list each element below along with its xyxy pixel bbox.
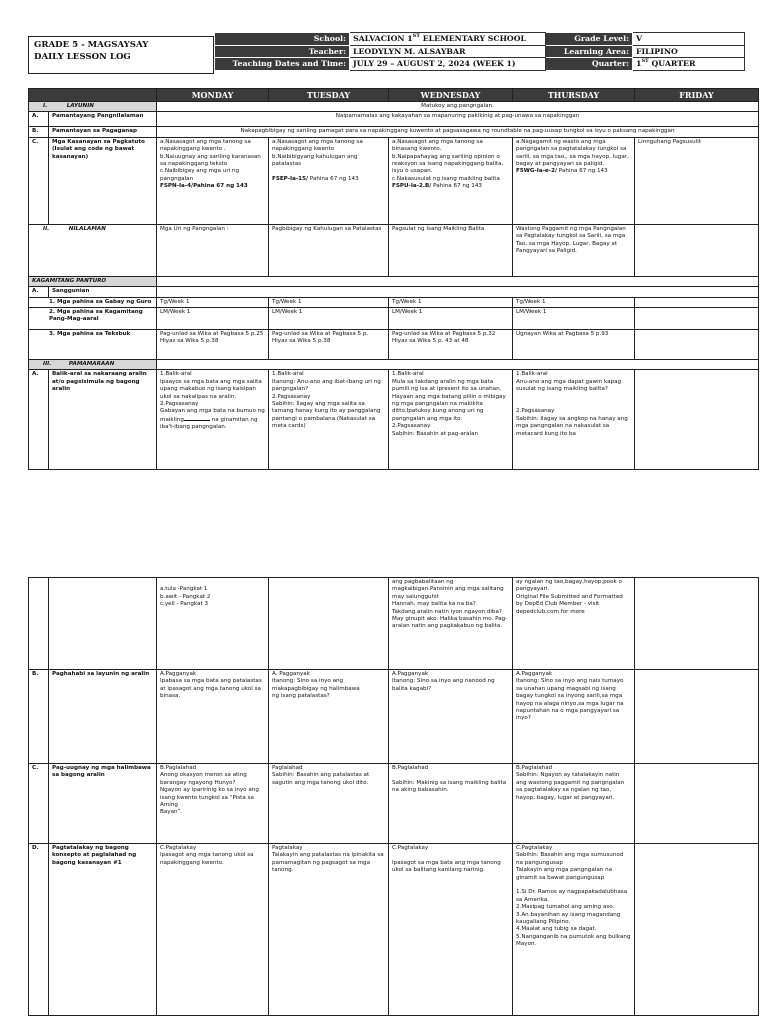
pamantayang-pangnilalaman-label: Pamantayang Pangnilalaman — [49, 112, 157, 127]
pamamaraan-blank — [157, 360, 759, 370]
kasanayan-monday: a.Nasasagot ang mga tanong sa napakinggang kwento . b.Naiuugnay ang sariling karanasan sa napakinggang teksto c.Naibibigay ang mga uri ng pangngalan FSPN-Ia-4/Pahina 67 ng 143 — [157, 137, 269, 224]
gabay-guro-label: 1. Mga pahina sa Gabay ng Guro — [29, 297, 157, 307]
kagamitang-mag-aaral-monday: LM/Week 1 — [157, 308, 269, 330]
kagamitang-mag-aaral-label: 2. Mga pahina sa Kagamitang Pang-Mag-aaral — [29, 308, 157, 330]
pamantayan-pagaganap-text: Nakapagbibigay ng sariling pamagat para sa napakinggang kuwento at pagsasagawa ng roundtable na pag-uusap tungkol sa isyu o paksang napakinggan — [157, 127, 759, 137]
day-header-wednesday: WEDNESDAY — [389, 89, 513, 102]
quarter-value: 1ST QUARTER — [633, 58, 745, 71]
balik-aral-thursday: 1.Balik-aral Anu-ano ang mga dapat gawin kapag susulat ng isang maikling balita? 2.Pagsasanay Sabihin: Ilagay sa angkop na hanay ang mga pangngalan na nakasulat sa metacard kung ito ba — [513, 370, 635, 470]
continued-friday — [635, 578, 759, 670]
pamantayang-pangnilalaman-text: Naipamamalas ang kakayahan sa mapanuring pakikinig at pag-unawa sa napakinggan — [157, 112, 759, 127]
paghahabi-label: Paghahabi sa layunin ng aralin — [49, 670, 157, 764]
balik-aral-monday: 1.Balik-aral Ipaayos sa mga bata ang mga salita upang makabuo ng isang kaisipan ukol sa nakalipas na aralin. 2.Pagsasanay Gabayan ang mga bata na bumuo ng maikling na ginamitan ng iba't-ibang pangngalan. — [157, 370, 269, 470]
teacher-label: Teacher: — [215, 45, 350, 58]
gabay-guro-tuesday: Tg/Week 1 — [269, 297, 389, 307]
row-letter-pag-uugnay: C. — [29, 764, 49, 844]
teacher-value: LEODYLYN M. ALSAYBAR — [350, 45, 546, 58]
nilalaman-wednesday: Pagsulat ng Isang Maikling Balita — [389, 224, 513, 276]
pagtatalakay-monday: C.Pagtalakay Ipasagot ang mga tanong ukol sa napakinggang kwento. — [157, 844, 269, 1016]
teksbuk-label: 3. Mga pahina sa Teksbuk — [29, 330, 157, 360]
pag-uugnay-friday — [635, 764, 759, 844]
pag-uugnay-monday: B.Paglalahad Anong okasyon meron sa ating barangay ngayong Hunyo? Ngayon ay iparirinig ko sa inyo ang isang kwento tungkol sa “Pista sa Aming Bayan”. — [157, 764, 269, 844]
nilalaman-thursday: Wastong Paggamit ng mga Pangngalan sa Pagtalakay tungkol sa Sarili, sa mga Tao, sa mga Hayop, Lugar, Bagay at Pangyayari sa Paligid. — [513, 224, 635, 276]
pagtatalakay-wednesday: C.Pagtalakay Ipasagot sa mga bata ang mga tanong ukol sa balitang kanilang narinig. — [389, 844, 513, 1016]
lesson-plan-table-page-1 — [28, 88, 759, 470]
header-info-table — [214, 32, 745, 71]
kasanayan-tuesday: a.Nasasagot ang mga tanong sa napakinggang kwento b.Naibibigyang kahulugan ang patalastas FSEP-Ia-15/ Pahina 67 ng 143 — [269, 137, 389, 224]
continued-label-blank — [49, 578, 157, 670]
nilalaman-heading: II. NILALAMAN — [29, 224, 157, 276]
kagamitang-panturo-heading: KAGAMITANG PANTURO — [29, 276, 157, 286]
kasanayan-friday: Linnguhang Pagsusulit — [635, 137, 759, 224]
pag-uugnay-thursday: B.Paglalahad Sabihin: Ngayon ay tatalakayin natin ang wastong paggamit ng pangngalan sa pagtatalakay sa ngalan ng tao, hayop, bagay, lugar at pangyayari. — [513, 764, 635, 844]
kagamitang-mag-aaral-friday — [635, 308, 759, 330]
day-header-monday: MONDAY — [157, 89, 269, 102]
dates-label: Teaching Dates and Time: — [215, 58, 350, 71]
nilalaman-friday — [635, 224, 759, 276]
row-letter-b: B. — [29, 127, 49, 137]
row-letter-pagtatalakay: D. — [29, 844, 49, 1016]
teksbuk-wednesday: Pag-unlad sa Wika at Pagbasa 5 p.32 Hiyas sa Wika 5 p. 43 at 48 — [389, 330, 513, 360]
gabay-guro-monday: Tg/Week 1 — [157, 297, 269, 307]
gabay-guro-wednesday: Tg/Week 1 — [389, 297, 513, 307]
kagamitang-mag-aaral-wednesday: LM/Week 1 — [389, 308, 513, 330]
gabay-guro-friday — [635, 297, 759, 307]
teksbuk-tuesday: Pag-unlad sa Wika at Pagbasa 5 p. Hiyas sa Wika 5 p.38 — [269, 330, 389, 360]
teksbuk-monday: Pag-unlad sa Wika at Pagbasa 5 p.25 Hiyas sa Wika 5 p.38 — [157, 330, 269, 360]
kagamitang-mag-aaral-tuesday: LM/Week 1 — [269, 308, 389, 330]
row-letter-c: C. — [29, 137, 49, 224]
kasanayan-thursday: a.Nagagamit ng wasto ang mga pangngalan sa pagtatalakay tungkol sa sarili, sa mga tao,, sa mga hayop, lugar, bagay at pangyayari sa paligid. F5WG-Ia-e-2/ Pahina 67 ng 143 — [513, 137, 635, 224]
nilalaman-tuesday: Pagbibigay ng Kahulugan sa Patalastas — [269, 224, 389, 276]
teksbuk-friday — [635, 330, 759, 360]
lesson-log-title — [28, 36, 214, 74]
pag-uugnay-tuesday: Paglalahad Sabihin: Basahin ang patalastas at sagutin ang mga tanong ukol dito. — [269, 764, 389, 844]
balik-aral-label: Balik-aral sa nakaraang aralin at/o pagsisimula ng bagong aralin — [49, 370, 157, 470]
kasanayan-label: Mga Kasanayan sa Pagkatuto (Isulat ang code ng bawat kasanayan) — [49, 137, 157, 224]
continued-thursday: ay ngalan ng tao,bagay,hayop,pook o pangyayari. Original File Submitted and Formatted by DepEd Club Member - visit depedclub.com for more — [513, 578, 635, 670]
paghahabi-wednesday: A.Pagganyak Itanong: Sino sa inyo ang nanood ng balita kagabi? — [389, 670, 513, 764]
learning-area-value: FILIPINO — [633, 45, 745, 58]
paghahabi-friday — [635, 670, 759, 764]
lesson-plan-table-page-2 — [28, 577, 759, 1016]
day-header-thursday: THURSDAY — [513, 89, 635, 102]
grade-label: Grade Level: — [546, 33, 633, 46]
kasanayan-wednesday: a.Nasasagot ang mga tanong sa binasang kwento. b.Naipapahayag ang sariling opinion o reaksyon sa isang napakinggang balita, isyu o usapan. c.Nakasusulat ng isang maikling balita FSPU-Ia-2.B/ Pahina 67 ng 143 — [389, 137, 513, 224]
continued-letter-blank — [29, 578, 49, 670]
continued-tuesday — [269, 578, 389, 670]
row-letter-paghahabi: B. — [29, 670, 49, 764]
nilalaman-monday: Mga Uri ng Pangngalan : — [157, 224, 269, 276]
row-letter-balik-aral: A. — [29, 370, 49, 470]
gabay-guro-thursday: Tg/Week 1 — [513, 297, 635, 307]
sanggunian-blank — [157, 287, 759, 297]
learning-area-label: Learning Area: — [546, 45, 633, 58]
continued-monday: a.tula -Pangkat 1 b.awit - Pangkat 2 c.yell - Pangkat 3 — [157, 578, 269, 670]
pagtatalakay-thursday: C.Pagtalakay Sabihin: Basahin ang mga sumusunod na pangungusap Talakayin ang mga pangngalan na ginamit sa bawat pangungusap 1.Si Dr. Ramos ay nagpapakadalubhasa sa Amerika. 2.Masipag tumahol ang aming aso. 3.An bayanihan ay isang magandang kaugaliang Pilipino. 4.Maalat ang tubig sa dagat. 5.Nanganganib na pumutok ang bulkang Mayon. — [513, 844, 635, 1016]
paghahabi-thursday: A.Pagganyak Itanong: Sino sa inyo ang nais tumayo sa unahan upang magsabi ng isang bagay tungkol sa inyong sarili,sa mga hayop na alaga ninyo,sa mga lugar na napuntahan na o mga pangyayari sa inyo? — [513, 670, 635, 764]
pamamaraan-heading: III. PAMAMARAAN — [29, 360, 157, 370]
school-value: SALVACION 1ST ELEMENTARY SCHOOL — [350, 33, 546, 46]
row-letter-a: A. — [29, 112, 49, 127]
dates-value: JULY 29 – AUGUST 2, 2024 (WEEK 1) — [350, 58, 546, 71]
layunin-heading: I. LAYUNIN — [29, 102, 157, 112]
paghahabi-tuesday: A. Pagganyak Itanong: Sino sa inyo ang makapagbibigay ng halimbawa ng isang patalastas? — [269, 670, 389, 764]
pamantayan-pagaganap-label: Pamantayan sa Pagaganap — [49, 127, 157, 137]
pagtatalakay-tuesday: Pagtalakay Talakayin ang patalastas na ipinakita sa pamamagitan ng pagsagot sa mga tanong. — [269, 844, 389, 1016]
pagtatalakay-label: Pagtatalakay ng bagong konsepto at paglalahad ng bagong kasanayan #1 — [49, 844, 157, 1016]
title-line-1: GRADE 5 - MAGSAYSAY — [34, 40, 149, 50]
balik-aral-friday — [635, 370, 759, 470]
sanggunian-label: Sanggunian — [49, 287, 157, 297]
paghahabi-monday: A.Pagganyak Ipabasa sa mga bata ang patalastas at ipasagot ang mga tanong ukol sa binasa. — [157, 670, 269, 764]
day-header-tuesday: TUESDAY — [269, 89, 389, 102]
pagtatalakay-friday — [635, 844, 759, 1016]
continued-wednesday: ang pagbabalitaan ng magkaibigan.Pansinin ang mga salitang may salungguhit Hannah, may balita ka na ba? Takdang aralin natin iyon ngayon diba? May ginupit ako. Halika basahin mo. Pag-aralan natin ang pagkakabuo ng balita. — [389, 578, 513, 670]
pag-uugnay-wednesday: B.Paglalahad Sabihin: Makinig sa isang maikling balita na aking babasahin. — [389, 764, 513, 844]
row-letter-sanggunian: A. — [29, 287, 49, 297]
title-line-2: DAILY LESSON LOG — [34, 52, 131, 62]
balik-aral-wednesday: 1.Balik-aral Mula sa takdang aralin ng mga bata pumili ng isa at ipresent ito sa unahan. Hayaan ang mga batang piliin o mibigay ng mga pangngalan na makikita ditto.Ipatukoy kung anong uri ng pangngalan ang mga ito. 2.Pagsasanay Sabihin: Basahin at pag-aralan — [389, 370, 513, 470]
kagamitang-panturo-blank — [157, 276, 759, 286]
balik-aral-tuesday: 1.Balik-aral Itanong: Anu-ano ang ibat-ibang uri ng pangngalan? 2.Pagsasanay Sabihin: Ilagay ang mga salita sa tamang hanay kung ito ay panggalang pantangi o pambalana.(Nakasulat sa meta cards) — [269, 370, 389, 470]
pag-uugnay-label: Pag-uugnay ng mga halimbawa sa bagong aralin — [49, 764, 157, 844]
day-header-friday: FRIDAY — [635, 89, 759, 102]
teksbuk-thursday: Ugnayan Wika at Pagbasa 5 p.93 — [513, 330, 635, 360]
school-label: School: — [215, 33, 350, 46]
grade-value: V — [633, 33, 745, 46]
quarter-label: Quarter: — [546, 58, 633, 71]
layunin-text: Matukoy ang pangngalan. — [157, 102, 759, 112]
kagamitang-mag-aaral-thursday: LM/Week 1 — [513, 308, 635, 330]
day-header-blank — [29, 89, 157, 102]
